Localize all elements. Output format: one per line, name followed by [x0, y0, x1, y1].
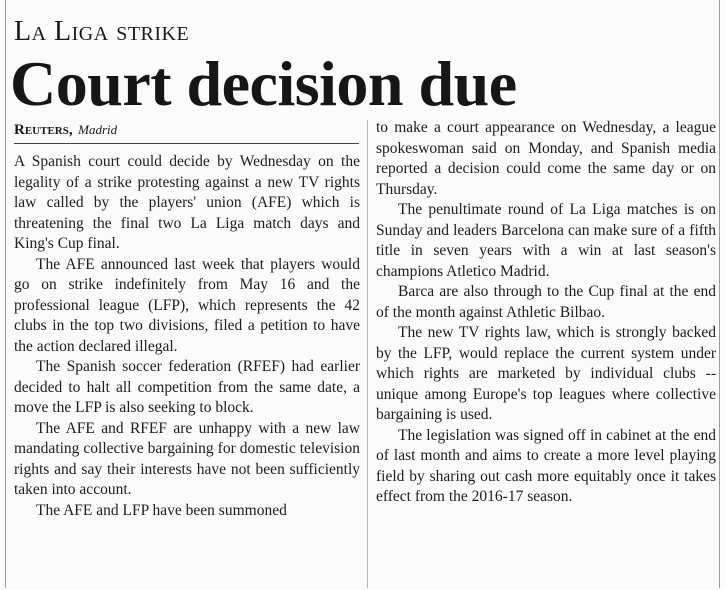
- body-column-left: [14, 152, 360, 521]
- column-divider: [367, 120, 368, 588]
- paragraph: The penultimate round of La Liga matches is on Sunday and leaders Barcelona can make sure of a fifth title in seven years with a win at last season's champions Atletico Madrid.: [376, 201, 716, 280]
- paragraph: The Spanish soccer federation (RFEF) had earlier decided to halt all competition from the same date, a move the LFP is also seeking to block.: [14, 358, 360, 416]
- paragraph: A Spanish court could decide by Wednesday on the legality of a strike protesting against a new TV rights law called by the players' union (AFE) which is threatening the final two La Liga match days and King's Cup final.: [14, 153, 360, 252]
- paragraph: Barca are also through to the Cup final at the end of the month against Athletic Bilbao.: [376, 283, 716, 321]
- byline-agency: Reuters,: [14, 122, 73, 138]
- headline: Court decision due: [10, 48, 517, 119]
- byline-rule: [14, 143, 359, 144]
- kicker: La Liga strike: [14, 16, 190, 47]
- byline-place: Madrid: [78, 122, 118, 137]
- paragraph: The AFE and LFP have been summoned: [36, 501, 287, 519]
- paragraph: The new TV rights law, which is strongly backed by the LFP, would replace the current system under which rights are marketed by individual clubs -- unique among Europe's top leagues where collective bargaining is used.: [376, 324, 716, 423]
- paragraph: to make a court appearance on Wednesday, a league spokeswoman said on Monday, and Spanish media reported a decision could come the same day or on Thursday.: [376, 119, 716, 198]
- paragraph: The AFE and RFEF are unhappy with a new law mandating collective bargaining for domestic television rights and say their interests have not been sufficiently taken into account.: [14, 419, 360, 498]
- byline: [14, 121, 117, 140]
- body-column-right: [376, 118, 716, 508]
- paragraph: The legislation was signed off in cabinet at the end of last month and aims to create a more level playing field by sharing out cash more equitably once it takes effect from the 2016-17 season.: [376, 426, 716, 505]
- paragraph: The AFE announced last week that players would go on strike indefinitely from May 16 and the professional league (LFP), which represents the 42 clubs in the top two divisions, filed a petition to have the action declared illegal.: [14, 255, 360, 355]
